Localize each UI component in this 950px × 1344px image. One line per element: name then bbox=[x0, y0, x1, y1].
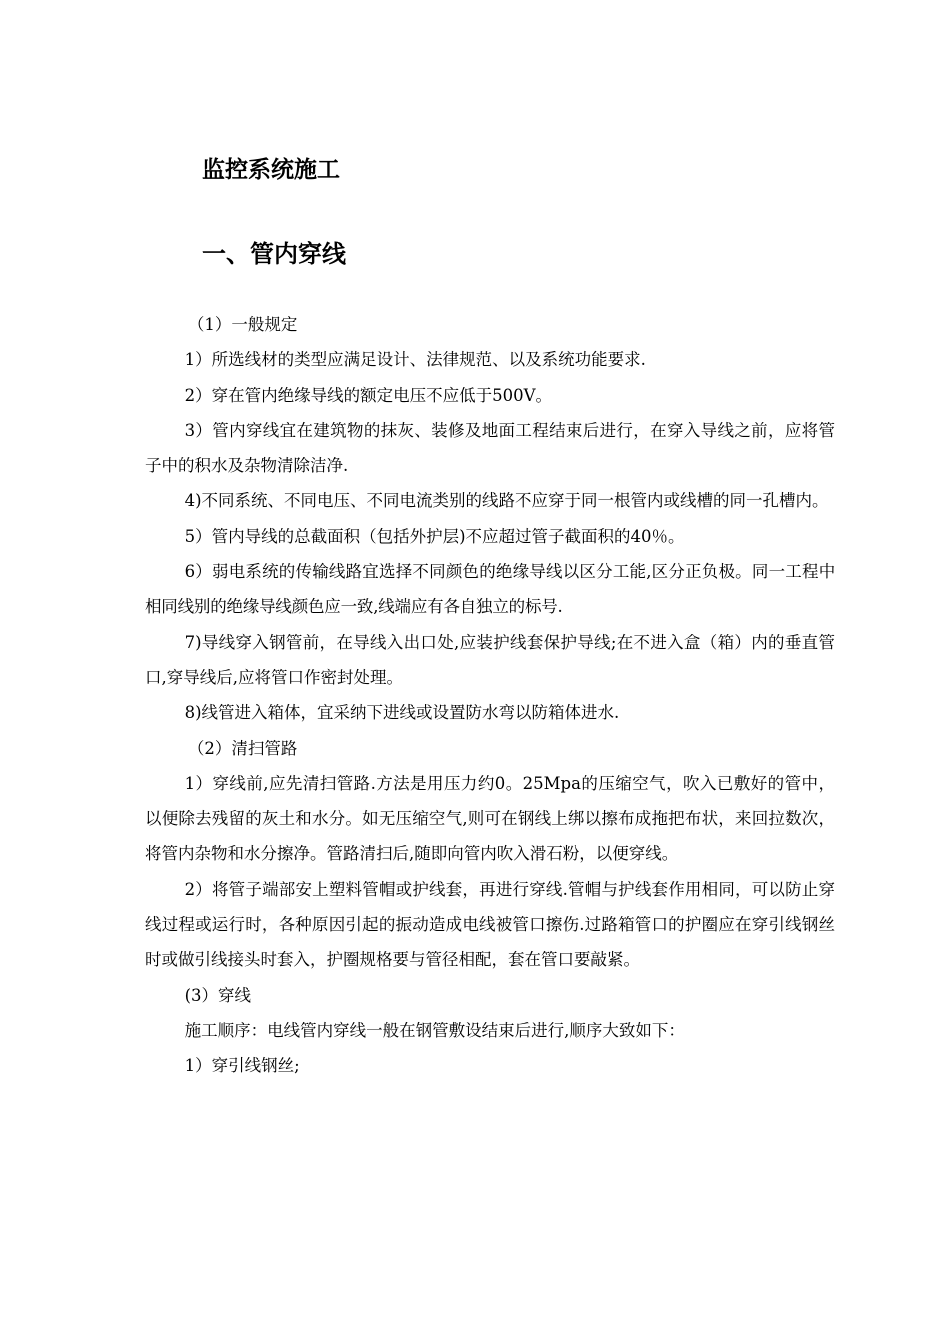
document-title: 监控系统施工 bbox=[202, 157, 340, 183]
paragraph: 6）弱电系统的传输线路宜选择不同颜色的绝缘导线以区分工能,区分正负极。同一工程中相同线别的绝缘导线颜色应一致,线端应有各自独立的标号. bbox=[145, 562, 835, 617]
subsection-heading: （2）清扫管路 bbox=[187, 738, 298, 758]
document-body bbox=[145, 307, 835, 1084]
paragraph: 1）所选线材的类型应满足设计、法律规范、以及系统功能要求. bbox=[184, 350, 646, 370]
paragraph: 2）穿在管内绝缘导线的额定电压不应低于500V。 bbox=[184, 385, 553, 405]
paragraph: 5）管内导线的总截面积（包括外护层)不应超过管子截面积的40％。 bbox=[184, 526, 685, 546]
paragraph: 1）穿引线钢丝; bbox=[184, 1056, 300, 1076]
paragraph: 8)线管进入箱体，宜采纳下进线或设置防水弯以防箱体进水. bbox=[184, 703, 620, 723]
paragraph: 3）管内穿线宜在建筑物的抹灰、装修及地面工程结束后进行，在穿入导线之前，应将管子中的积水及杂物清除洁净. bbox=[145, 420, 835, 476]
section-heading: 一、管内穿线 bbox=[202, 240, 346, 268]
paragraph: 4)不同系统、不同电压、不同电流类别的线路不应穿于同一根管内或线槽的同一孔槽内。 bbox=[184, 491, 829, 511]
paragraph: 7)导线穿入钢管前，在导线入出口处,应装护线套保护导线;在不进入盒（箱）内的垂直管口,穿导线后,应将管口作密封处理。 bbox=[145, 632, 835, 687]
subsection-heading: (3）穿线 bbox=[184, 985, 252, 1005]
paragraph: 施工顺序：电线管内穿线一般在钢管敷设结束后进行,顺序大致如下： bbox=[184, 1020, 685, 1040]
subsection-heading: （1）一般规定 bbox=[187, 315, 298, 334]
paragraph: 2）将管子端部安上塑料管帽或护线套，再进行穿线.管帽与护线套作用相同，可以防止穿线过程或运行时，各种原因引起的振动造成电线被管口擦伤.过路箱管口的护圈应在穿引线钢丝时或做引线接头时套入，护圈规格要与管径相配，套在管口要敲紧。 bbox=[145, 879, 835, 970]
paragraph: 1）穿线前,应先清扫管路.方法是用压力约0。25Mpa的压缩空气，吹入已敷好的管中，以便除去残留的灰土和水分。如无压缩空气,则可在钢线上绑以擦布成拖把布状，来回拉数次，将管内杂物和水分擦净。管路清扫后,随即向管内吹入滑石粉，以便穿线。 bbox=[145, 773, 835, 864]
